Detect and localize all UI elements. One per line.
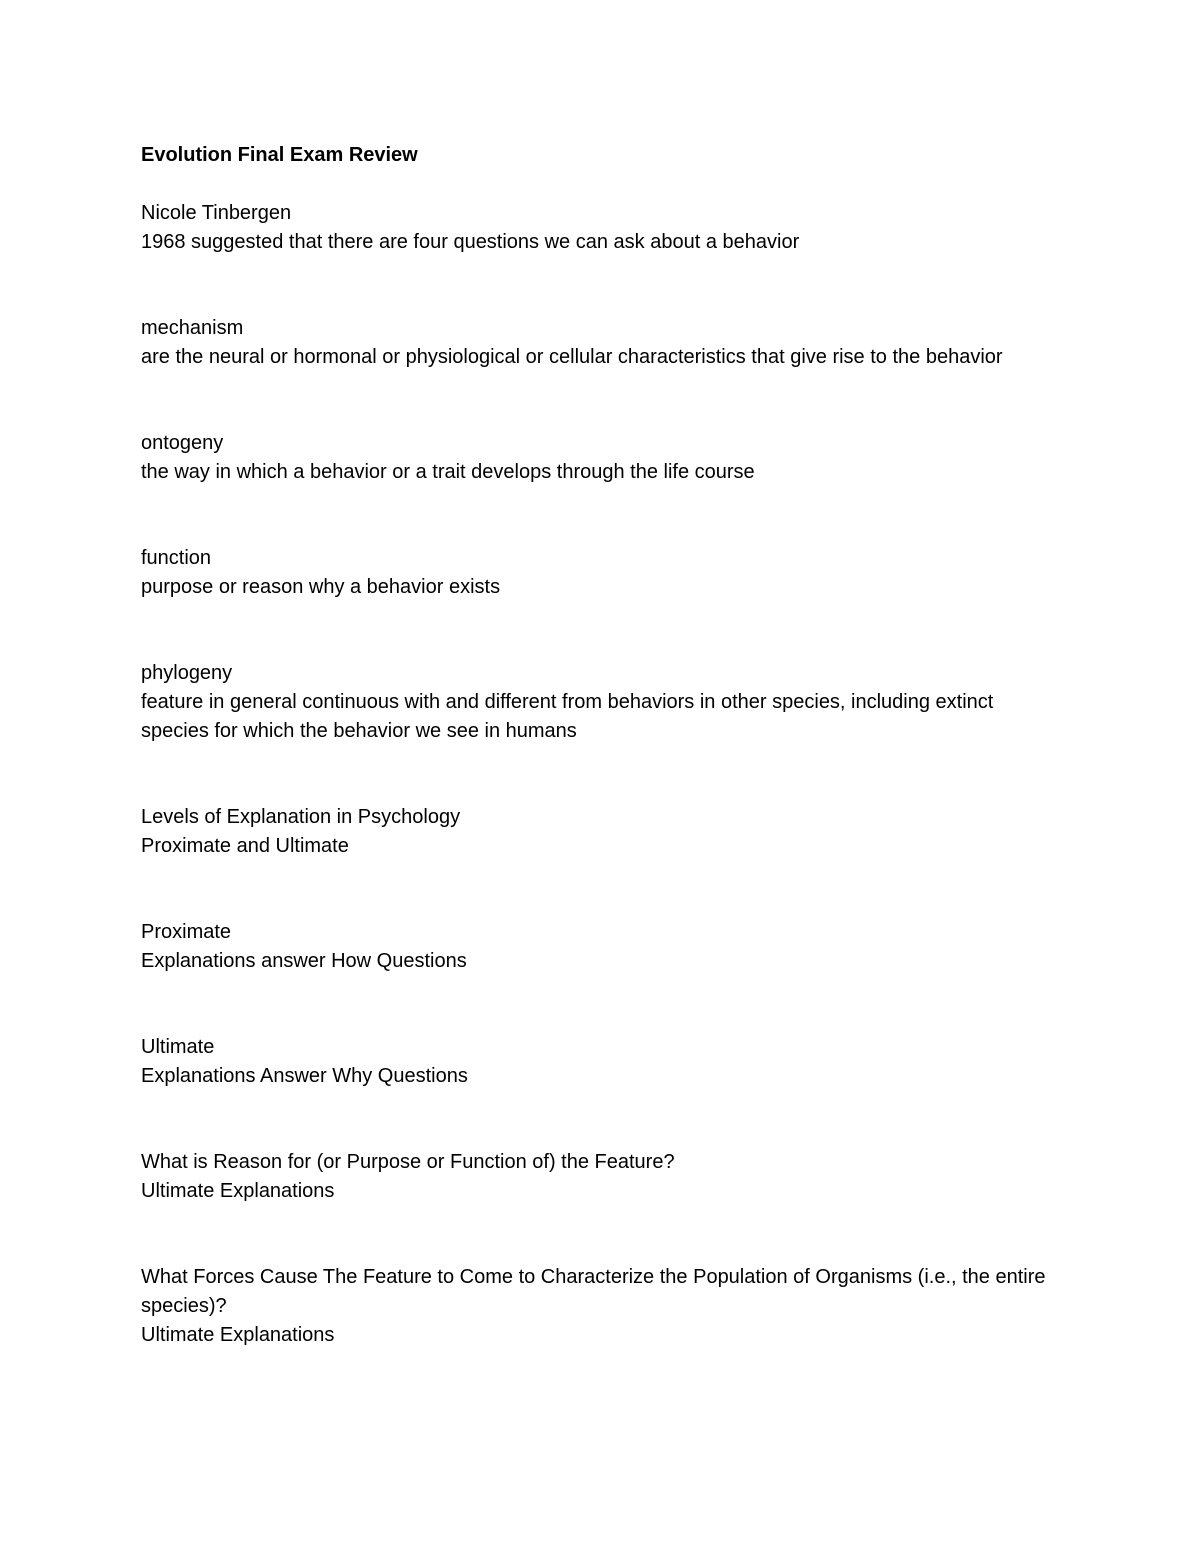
spacer [141,602,1061,659]
entry-reason-for-feature [141,1148,1061,1206]
entry-function [141,544,1061,602]
spacer [141,372,1061,429]
entry-term: Nicole Tinbergen [141,202,292,224]
entry-definition: Explanations Answer Why Questions [141,1065,468,1087]
spacer [141,1091,1061,1148]
entry-term: function [141,547,212,569]
entry-definition: feature in general continuous with and different from behaviors in other species, including extinct species for which the behavior we see in humans [141,691,994,742]
spacer [141,257,1061,314]
entry-definition: Proximate and Ultimate [141,835,349,857]
entry-term: Proximate [141,921,232,943]
spacer [141,976,1061,1033]
entry-phylogeny [141,659,1061,746]
entry-ultimate [141,1033,1061,1091]
document-title: Evolution Final Exam Review [141,144,418,166]
entry-term: phylogeny [141,662,233,684]
entry-term: Ultimate [141,1036,215,1058]
entry-definition: 1968 suggested that there are four questions we can ask about a behavior [141,231,800,253]
entry-levels-of-explanation [141,803,1061,861]
entry-definition: Ultimate Explanations [141,1180,335,1202]
entry-definition: are the neural or hormonal or physiological or cellular characteristics that give rise to the behavior [141,346,1003,368]
entry-definition: Ultimate Explanations [141,1324,335,1346]
entry-term: Levels of Explanation in Psychology [141,806,461,828]
entry-term: What Forces Cause The Feature to Come to Characterize the Population of Organisms (i.e., the entire species)? [141,1266,1046,1317]
document-content [141,141,1061,1350]
entry-ontogeny [141,429,1061,487]
spacer [141,487,1061,544]
entry-definition: purpose or reason why a behavior exists [141,576,501,598]
entry-term: ontogeny [141,432,224,454]
entry-forces-cause-feature [141,1263,1061,1350]
entry-term: What is Reason for (or Purpose or Function of) the Feature? [141,1151,675,1173]
entry-definition: Explanations answer How Questions [141,950,467,972]
entry-term: mechanism [141,317,244,339]
spacer [141,1206,1061,1263]
entry-tinbergen [141,199,1061,257]
spacer [141,746,1061,803]
entry-definition: the way in which a behavior or a trait develops through the life course [141,461,755,483]
entry-proximate [141,918,1061,976]
entry-mechanism [141,314,1061,372]
spacer [141,861,1061,918]
